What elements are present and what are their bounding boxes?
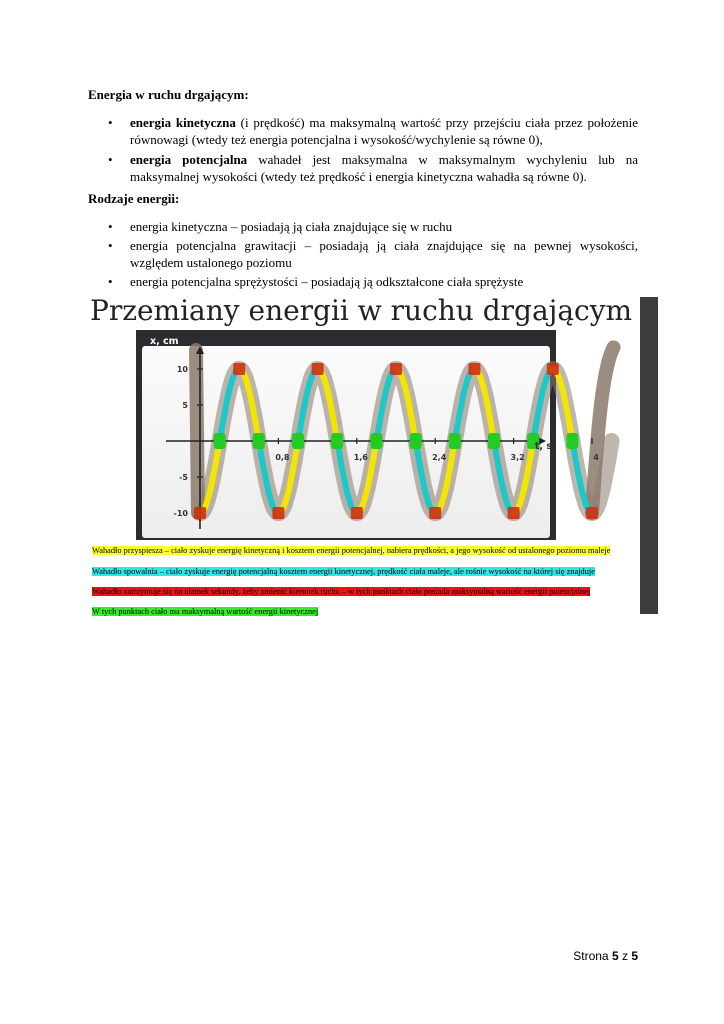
equilibrium-marker	[331, 433, 343, 449]
y-axis-label: x, cm	[150, 336, 179, 347]
term-description: wahadeł jest maksymalna w maksymalnym wychyleniu lub na maksymalnej wysokości (wtedy też prędkość i energia kinetyczna wahadła są równe 0).	[130, 152, 638, 184]
equilibrium-marker	[488, 433, 500, 449]
y-tick-label: -10	[173, 509, 188, 518]
turning-point-marker	[351, 507, 363, 519]
y-tick-label: 10	[176, 365, 188, 374]
list-item: • energia potencjalna grawitacji – posiadają ją ciała znajdujące się na pewnej wysokości, względem ustalonego poziomu	[88, 237, 638, 271]
turning-point-marker	[390, 363, 402, 375]
x-tick-label: 4	[593, 453, 599, 462]
oscillation-chart	[136, 330, 599, 545]
page-number: Strona 5 z 5	[573, 949, 638, 963]
list-item	[88, 151, 638, 185]
list-item: • energia kinetyczna – posiadają ją ciała znajdujące się w ruchu	[88, 218, 638, 235]
section-heading-energy-types: Rodzaje energii:	[88, 191, 180, 206]
equilibrium-marker	[292, 433, 304, 449]
y-tick-label: 5	[182, 401, 188, 410]
turning-point-marker	[272, 507, 284, 519]
equilibrium-marker	[253, 433, 265, 449]
x-tick-label: 0,8	[275, 453, 290, 462]
x-axis-label: t, s	[534, 441, 552, 452]
list-item: • energia potencjalna sprężystości – posiadają ją odkształcone ciała sprężyste	[88, 273, 638, 290]
turning-point-marker	[194, 507, 206, 519]
turning-point-marker	[468, 363, 480, 375]
legend-note-green: W tych punktach ciało ma maksymalną wartość energii kinetycznej	[92, 607, 319, 616]
turning-point-marker	[429, 507, 441, 519]
sand-trace-start	[196, 350, 198, 513]
equilibrium-marker	[370, 433, 382, 449]
slide-title: Przemiany energii w ruchu drgającym	[90, 294, 633, 327]
term-description: (i prędkość) ma maksymalną wartość przy przejściu ciała przez położenie równowagi (wtedy też energia potencjalna i wysokość/wychylenie są równe 0),	[130, 115, 639, 147]
legend-note-cyan: Wahadło spowalnia – ciało zyskuje energię potencjalną kosztem energii kinetycznej, prędkość ciała maleje, ale rośnie wysokość na której się znajduje	[92, 567, 595, 576]
equilibrium-marker	[410, 433, 422, 449]
turning-point-marker	[312, 363, 324, 375]
legend-note-red: Wahadło zatrzymuje się na ułamek sekundy, żeby zmienić kierunek ruchu – w tych punktach ciało posiada maksymalną wartość energii potencjalnej	[92, 587, 591, 596]
x-tick-label: 1,6	[353, 453, 368, 462]
equilibrium-marker	[449, 433, 461, 449]
turning-point-marker	[508, 507, 520, 519]
term-bold: energia potencjalna	[130, 152, 248, 167]
y-tick-label: -5	[179, 473, 188, 482]
turning-point-marker	[233, 363, 245, 375]
section-heading-energy-in-oscillation: Energia w ruchu drgającym:	[88, 87, 249, 102]
turning-point-marker	[547, 363, 559, 375]
legend-note-yellow: Wahadło przyspiesza – ciało zyskuje energię kinetyczną i kosztem energii potencjalnej, nabiera prędkości, a jego wysokość od ustalonego poziomu maleje	[92, 546, 611, 555]
oscillation-chart-svg	[136, 330, 599, 540]
energy-bullet-list	[88, 114, 638, 188]
equilibrium-marker	[214, 433, 226, 449]
equilibrium-marker	[566, 433, 578, 449]
turning-point-marker	[586, 507, 598, 519]
energy-types-list	[88, 218, 638, 292]
term-bold: energia kinetyczna	[130, 115, 236, 130]
list-item	[88, 114, 638, 148]
x-tick-label: 3,2	[510, 453, 525, 462]
x-tick-label: 2,4	[432, 453, 447, 462]
